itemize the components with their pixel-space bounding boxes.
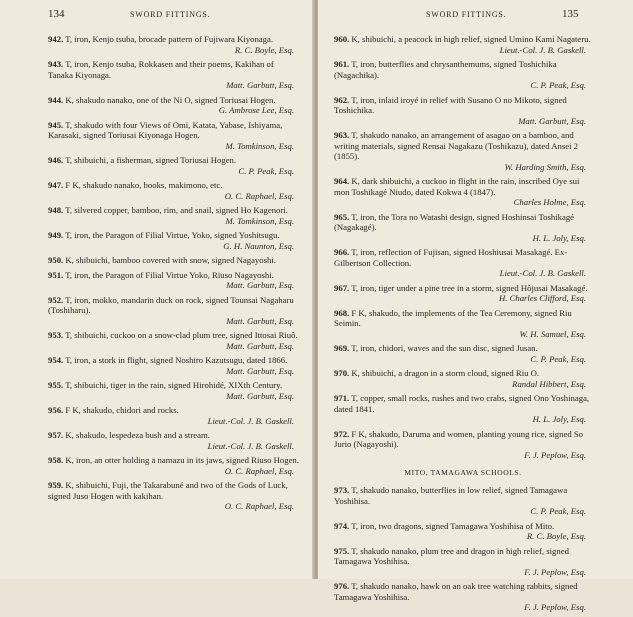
entry-description: K, shibuichi, a dragon in a storm cloud, signed Riu O. [351, 368, 540, 378]
entry-number: 960. [334, 34, 350, 44]
entry-lender: Matt. Garbutt, Esq. [226, 280, 294, 290]
catalogue-entry [48, 59, 300, 91]
entry-description: T, shibuichi, tiger in the rain, signed Hirohidé, XIXth Century. [65, 380, 283, 390]
entry-number: 965. [334, 211, 350, 222]
catalogue-entry [48, 430, 300, 451]
catalogue-entry [334, 343, 592, 364]
catalogue-entry [48, 480, 300, 512]
entry-list [48, 34, 300, 516]
entry-number: 970. [334, 368, 350, 378]
page-number: 134 [48, 8, 65, 20]
catalogue-entry [334, 581, 592, 613]
entry-number: 950. [48, 255, 64, 265]
entry-description: T, shakudo nanako, butterflies in low relief, signed Tamagawa Yoshihisa. [334, 485, 568, 506]
entry-description: T, iron, the Paragon of Filial Virtue Yoko, Riuso Nagayoshi. [65, 269, 274, 280]
entry-number: 973. [334, 485, 350, 495]
entry-description: T, shakudo nanako, plum tree and dragon in high relief, signed Tamagawa Yoshihisa. [334, 545, 569, 566]
entry-lender: R. C. Boyle, Esq. [234, 44, 294, 55]
entry-lender: Lieut.-Col. J. B. Gaskell. [207, 440, 294, 451]
catalogue-entry [334, 95, 592, 127]
entry-lender: O. C. Raphael, Esq. [224, 501, 294, 511]
entry-lender: W. Harding Smith, Esq. [504, 161, 586, 172]
entry-description: K, dark shibuichi, a cuckoo in flight in the rain, inscribed Oye sui mon Toshikagé Niudo, dated Kokwa 4 (1847). [334, 176, 580, 197]
catalogue-entry [48, 455, 300, 476]
catalogue-entry [334, 283, 592, 304]
entry-number: 952. [48, 294, 64, 305]
left-page [0, 0, 314, 579]
entry-description: K, shibuichi, a peacock in high relief, signed Umino Kami Nagateru. [351, 34, 591, 44]
entry-description: K, shibuichi, Fuji, the Takarabuné and two of the Gods of Luck, signed Juso Hogen with kakihan. [48, 480, 288, 501]
catalogue-entry [334, 368, 592, 389]
catalogue-entry [48, 270, 300, 291]
entry-description: K, iron, an otter holding a namazu in its jaws, signed Riuso Hogen. [65, 455, 299, 465]
entry-number: 963. [334, 130, 350, 140]
entry-lender: Matt. Garbutt, Esq. [226, 390, 294, 401]
entry-lender: O. C. Raphael, Esq. [224, 190, 294, 201]
entry-description: T, iron, the Tora no Watashi design, signed Hoshinsai Toshikagé (Nagakagé). [334, 211, 575, 232]
entry-lender: M. Tomkinson, Esq. [225, 215, 294, 226]
entry-lender: Randal Hibbert, Esq. [512, 378, 586, 389]
entry-lender: G. Ambrose Lee, Esq. [218, 105, 294, 115]
entry-number: 959. [48, 480, 64, 490]
entry-number: 948. [48, 205, 64, 215]
catalogue-entry [48, 180, 300, 201]
catalogue-entry [48, 380, 300, 401]
entry-lender: Charles Holme, Esq. [513, 197, 586, 207]
entry-number: 968. [334, 307, 350, 318]
entry-number: 957. [48, 430, 64, 440]
entry-number: 944. [48, 94, 64, 105]
catalogue-entry [334, 521, 592, 542]
entry-lender: Lieut.-Col. J. B. Gaskell. [499, 268, 586, 278]
entry-lender: H. L. Joly, Esq. [532, 232, 586, 243]
entry-number: 975. [334, 545, 350, 556]
entry-lender: G. H. Naunton, Esq. [223, 240, 294, 251]
entry-lender: F. J. Peplow, Esq. [524, 449, 586, 460]
entry-lender: O. C. Raphael, Esq. [224, 465, 294, 476]
entry-number: 955. [48, 380, 64, 390]
entry-lender: M. Tomkinson, Esq. [225, 140, 294, 151]
entry-description: T, iron, reflection of Fujisan, signed Hoshiusai Masakagé. Ex-Gilbertson Collection. [334, 247, 568, 268]
entry-description: T, iron, two dragons, signed Tamagawa Yoshihisa of Mito. [351, 520, 555, 531]
entry-description: F K, shakudo nanako, books, makimono, etc. [65, 180, 223, 190]
catalogue-entry [334, 546, 592, 578]
entry-lender: H. Charles Clifford, Esq. [498, 293, 586, 303]
catalogue-entry [334, 59, 592, 91]
entry-number: 956. [48, 405, 64, 415]
entry-list [334, 34, 592, 617]
entry-lender: C. P. Peak, Esq. [238, 165, 294, 176]
entry-description: F K, shakudo, chidori and rocks. [65, 405, 179, 415]
entry-number: 962. [334, 94, 350, 105]
entry-number: 954. [48, 355, 64, 365]
entry-number: 945. [48, 119, 64, 130]
entry-number: 961. [334, 59, 350, 69]
entry-lender: W. H. Samuel, Esq. [519, 328, 586, 339]
entry-lender: Matt. Garbutt, Esq. [226, 80, 294, 90]
section-heading: MITO, TAMAGAWA SCHOOLS. [404, 468, 522, 477]
entry-description: T, iron, butterflies and chrysanthemums, signed Toshichika (Nagachika). [334, 59, 557, 80]
entry-lender: R. C. Boyle, Esq. [526, 531, 586, 541]
entry-number: 971. [334, 393, 350, 403]
entry-lender: Matt. Garbutt, Esq. [226, 340, 294, 351]
catalogue-entry [48, 205, 300, 226]
entry-description: T, shibuichi, a fisherman, signed Toriusai Hogen. [65, 155, 237, 165]
entry-lender: Matt. Garbutt, Esq. [226, 315, 294, 326]
entry-description: T, shakudo nanako, hawk on an oak tree watching rabbits, signed Tamagawa Yoshihisa. [334, 581, 578, 602]
entry-number: 943. [48, 59, 64, 69]
entry-number: 958. [48, 455, 64, 465]
entry-number: 964. [334, 176, 350, 186]
entry-lender: C. P. Peak, Esq. [530, 80, 586, 90]
entry-description: K, shibuichi, bamboo covered with snow, signed Nagayoshi. [65, 255, 276, 265]
entry-lender: Lieut.-Col. J. B. Gaskell. [499, 44, 586, 55]
entry-number: 951. [48, 269, 64, 280]
entry-description: K, shakudo nanako, one of the Ni O, signed Toriusai Hogen. [65, 94, 276, 105]
entry-description: F K, shakudo, Daruma and women, planting young rice, signed So Jurio (Nagayoshi). [334, 428, 584, 449]
catalogue-entry [48, 330, 300, 351]
entry-lender: Matt. Garbutt, Esq. [518, 115, 586, 126]
right-page [318, 0, 633, 612]
entry-lender: F. J. Peplow, Esq. [524, 602, 586, 612]
entry-description: K, shakudo, lespedeza bush and a stream. [65, 430, 210, 440]
catalogue-entry [48, 120, 300, 152]
catalogue-entry [334, 34, 592, 55]
entry-number: 942. [48, 34, 64, 44]
catalogue-entry [48, 155, 300, 176]
catalogue-entry [334, 247, 592, 279]
entry-number: 972. [334, 428, 350, 439]
catalogue-entry [334, 176, 592, 208]
entry-description: T, copper, small rocks, rushes and two crabs, signed Ono Yoshinaga, dated 1841. [334, 393, 590, 414]
entry-number: 976. [334, 581, 350, 591]
catalogue-entry [48, 295, 300, 327]
entry-lender: H. L. Joly, Esq. [532, 414, 586, 424]
catalogue-entry [48, 255, 300, 266]
catalogue-entry [334, 130, 592, 172]
running-head: SWORD FITTINGS. [130, 10, 211, 19]
entry-description: T, silvered copper, bamboo, rim, and snail, signed Ho Kagenori. [65, 205, 288, 215]
entry-lender: F. J. Peplow, Esq. [524, 566, 586, 577]
entry-description: T, shakudo with four Views of Omi, Katata, Yabase, Ishiyama, Karasaki, signed Toriusai Kiyonaga Hogen. [48, 119, 283, 140]
entry-description: T, iron, tiger under a pine tree in a storm, signed Hôjusai Masakagé. [351, 282, 588, 293]
catalogue-entry [334, 485, 592, 517]
catalogue-entry [48, 95, 300, 116]
entry-description: T, iron, inlaid iroyé in relief with Susano O no Mikoto, signed Toshichika. [334, 94, 567, 115]
catalogue-entry [334, 429, 592, 461]
catalogue-entry [48, 355, 300, 376]
entry-description: T, shakudo nanako, an arrangement of asagao on a bamboo, and writing materials, signed Rensai Nagakazu (Toshikazu), dated Ansei 2 (1855). [334, 130, 579, 161]
entry-lender: C. P. Peak, Esq. [530, 353, 586, 364]
catalogue-entry [334, 308, 592, 340]
entry-description: T, iron, chidori, waves and the sun disc, signed Jusan. [351, 343, 538, 353]
catalogue-entry [48, 230, 300, 251]
catalogue-entry [48, 34, 300, 55]
entry-number: 969. [334, 343, 350, 353]
entry-number: 966. [334, 247, 350, 257]
running-head: SWORD FITTINGS. [426, 10, 507, 19]
entry-lender: Lieut.-Col. J. B. Gaskell. [207, 415, 294, 426]
entry-description: T, iron, a stork in flight, signed Noshiro Kazutsugu, dated 1866. [65, 355, 288, 365]
entry-number: 947. [48, 180, 64, 190]
catalogue-entry [334, 212, 592, 244]
entry-description: F K, shakudo, the implements of the Tea Ceremony, signed Riu Seimin. [334, 307, 572, 328]
catalogue-entry [48, 405, 300, 426]
entry-description: T, shibuichi, cuckoo on a snow-clad plum tree, signed Ittosai Riuô. [65, 330, 298, 340]
entry-description: T, iron, the Paragon of Filial Virtue, Yoko, signed Yoshitsugu. [65, 230, 280, 240]
entry-description: T, iron, Kenjo tsuba, Rokkasen and their poems, Kakihan of Tanaka Kiyonaga. [48, 59, 274, 80]
page-number: 135 [562, 8, 579, 20]
entry-description: T, iron, mokko, mandarin duck on rock, signed Tounsai Nagaharu (Toshiharu). [48, 294, 294, 315]
entry-description: T, iron, Kenjo tsuba, brocade pattern of Fujiwara Kiyonaga. [65, 34, 274, 44]
entry-lender: Matt. Garbutt, Esq. [226, 365, 294, 376]
entry-number: 974. [334, 520, 350, 531]
catalogue-entry [334, 393, 592, 425]
entry-number: 949. [48, 230, 64, 240]
entry-number: 967. [334, 282, 350, 293]
entry-lender: C. P. Peak, Esq. [530, 506, 586, 516]
entry-number: 946. [48, 155, 64, 165]
entry-number: 953. [48, 330, 64, 340]
